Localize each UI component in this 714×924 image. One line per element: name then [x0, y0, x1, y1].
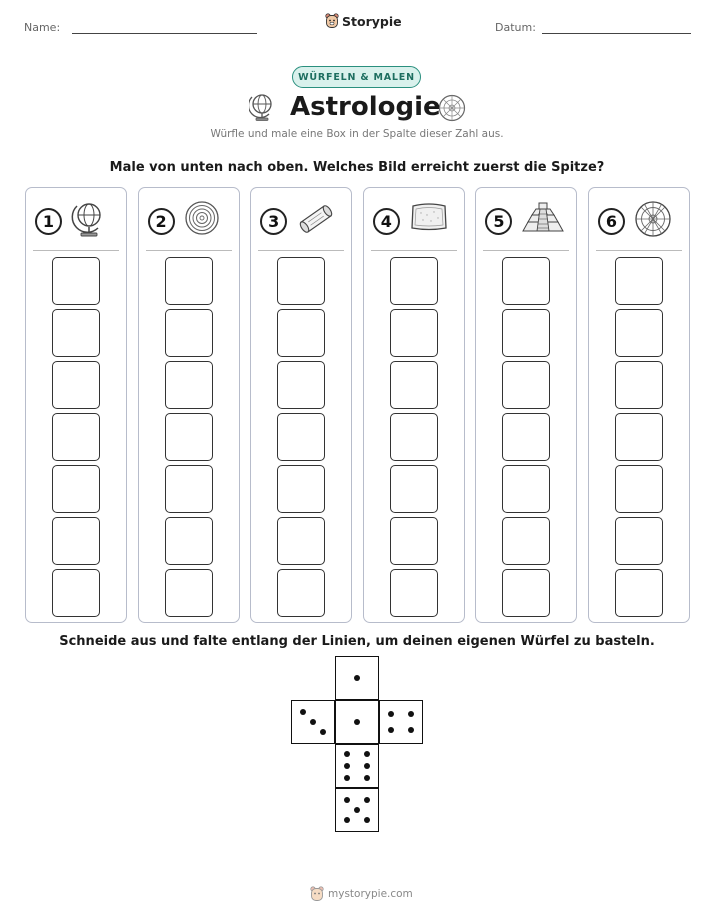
color-box[interactable]	[165, 569, 213, 617]
column-5	[475, 187, 577, 623]
zodiac-wheel-icon	[438, 94, 466, 122]
color-box[interactable]	[390, 361, 438, 409]
column-divider	[33, 250, 119, 251]
die-pip	[344, 763, 350, 769]
color-box[interactable]	[52, 257, 100, 305]
scroll-icon	[296, 200, 336, 242]
die-pip	[354, 719, 360, 725]
die-face-1	[335, 656, 379, 700]
die-pip	[300, 709, 306, 715]
logo-text: Storypie	[342, 13, 402, 29]
column-number: 6	[598, 208, 625, 235]
die-pip	[388, 711, 394, 717]
die-pip	[364, 797, 370, 803]
column-divider	[258, 250, 344, 251]
name-line[interactable]	[72, 33, 257, 34]
color-box[interactable]	[390, 413, 438, 461]
die-pip	[354, 675, 360, 681]
color-box[interactable]	[277, 569, 325, 617]
column-divider	[146, 250, 232, 251]
color-box[interactable]	[615, 465, 663, 513]
die-face-1	[335, 700, 379, 744]
column-number: 5	[485, 208, 512, 235]
date-label: Datum:	[495, 21, 536, 34]
column-6	[588, 187, 690, 623]
column-4	[363, 187, 465, 623]
color-box[interactable]	[390, 257, 438, 305]
color-box[interactable]	[615, 569, 663, 617]
color-box[interactable]	[165, 361, 213, 409]
color-box[interactable]	[165, 465, 213, 513]
die-pip	[364, 775, 370, 781]
die-pip	[364, 763, 370, 769]
column-header	[251, 188, 351, 250]
color-box[interactable]	[390, 309, 438, 357]
column-number: 1	[35, 208, 62, 235]
color-box[interactable]	[390, 517, 438, 565]
die-pip	[344, 797, 350, 803]
column-2	[138, 187, 240, 623]
die-pip	[354, 807, 360, 813]
die-pip	[310, 719, 316, 725]
concentric-circles-icon	[184, 200, 220, 240]
die-pip	[364, 751, 370, 757]
column-divider	[596, 250, 682, 251]
die-pip	[344, 817, 350, 823]
column-3	[250, 187, 352, 623]
column-number: 4	[373, 208, 400, 235]
color-box[interactable]	[615, 309, 663, 357]
instruction-bottom: Schneide aus und falte entlang der Linien, um deinen eigenen Würfel zu basteln.	[59, 634, 655, 649]
color-box[interactable]	[277, 257, 325, 305]
date-line[interactable]	[542, 33, 691, 34]
color-box[interactable]	[52, 361, 100, 409]
color-box[interactable]	[390, 569, 438, 617]
column-header	[139, 188, 239, 250]
storypie-logo	[325, 13, 402, 29]
color-box[interactable]	[277, 465, 325, 513]
die-face-6	[335, 744, 379, 788]
die-pip	[320, 729, 326, 735]
column-divider	[371, 250, 457, 251]
color-box[interactable]	[502, 517, 550, 565]
color-box[interactable]	[52, 517, 100, 565]
color-box[interactable]	[615, 517, 663, 565]
color-box[interactable]	[52, 413, 100, 461]
page-title: Astrologie	[290, 92, 441, 122]
color-box[interactable]	[52, 309, 100, 357]
column-divider	[483, 250, 569, 251]
color-box[interactable]	[165, 309, 213, 357]
bear-icon	[310, 886, 324, 902]
globe-icon	[249, 92, 275, 122]
name-label: Name:	[24, 21, 61, 34]
color-box[interactable]	[277, 517, 325, 565]
clay-tablet-icon	[409, 200, 449, 238]
pyramid-icon	[521, 200, 565, 240]
column-number: 3	[260, 208, 287, 235]
color-box[interactable]	[277, 413, 325, 461]
die-pip	[388, 727, 394, 733]
color-box[interactable]	[615, 361, 663, 409]
die-face-5	[335, 788, 379, 832]
color-box[interactable]	[502, 413, 550, 461]
die-pip	[344, 775, 350, 781]
color-box[interactable]	[615, 413, 663, 461]
die-pip	[408, 727, 414, 733]
color-box[interactable]	[277, 309, 325, 357]
column-1	[25, 187, 127, 623]
color-box[interactable]	[502, 569, 550, 617]
column-header	[589, 188, 689, 250]
zodiac-wheel-icon	[634, 200, 672, 242]
color-box[interactable]	[502, 309, 550, 357]
footer-url: mystorypie.com	[328, 888, 413, 900]
column-header	[364, 188, 464, 250]
color-box[interactable]	[52, 465, 100, 513]
die-pip	[364, 817, 370, 823]
color-box[interactable]	[502, 257, 550, 305]
color-box[interactable]	[502, 465, 550, 513]
globe-icon	[71, 200, 107, 242]
column-number: 2	[148, 208, 175, 235]
color-box[interactable]	[615, 257, 663, 305]
color-box[interactable]	[390, 465, 438, 513]
color-box[interactable]	[165, 257, 213, 305]
die-pip	[344, 751, 350, 757]
color-box[interactable]	[277, 361, 325, 409]
subtitle: Würfle und male eine Box in der Spalte dieser Zahl aus.	[210, 128, 504, 140]
color-box[interactable]	[165, 413, 213, 461]
bear-icon	[325, 13, 339, 29]
footer	[310, 886, 413, 902]
color-box[interactable]	[165, 517, 213, 565]
color-box[interactable]	[502, 361, 550, 409]
category-badge: WÜRFELN & MALEN	[292, 66, 421, 88]
instruction-top: Male von unten nach oben. Welches Bild erreicht zuerst die Spitze?	[109, 160, 605, 175]
die-face-4	[379, 700, 423, 744]
column-header	[26, 188, 126, 250]
color-box[interactable]	[52, 569, 100, 617]
column-header	[476, 188, 576, 250]
die-face-3	[291, 700, 335, 744]
die-pip	[408, 711, 414, 717]
